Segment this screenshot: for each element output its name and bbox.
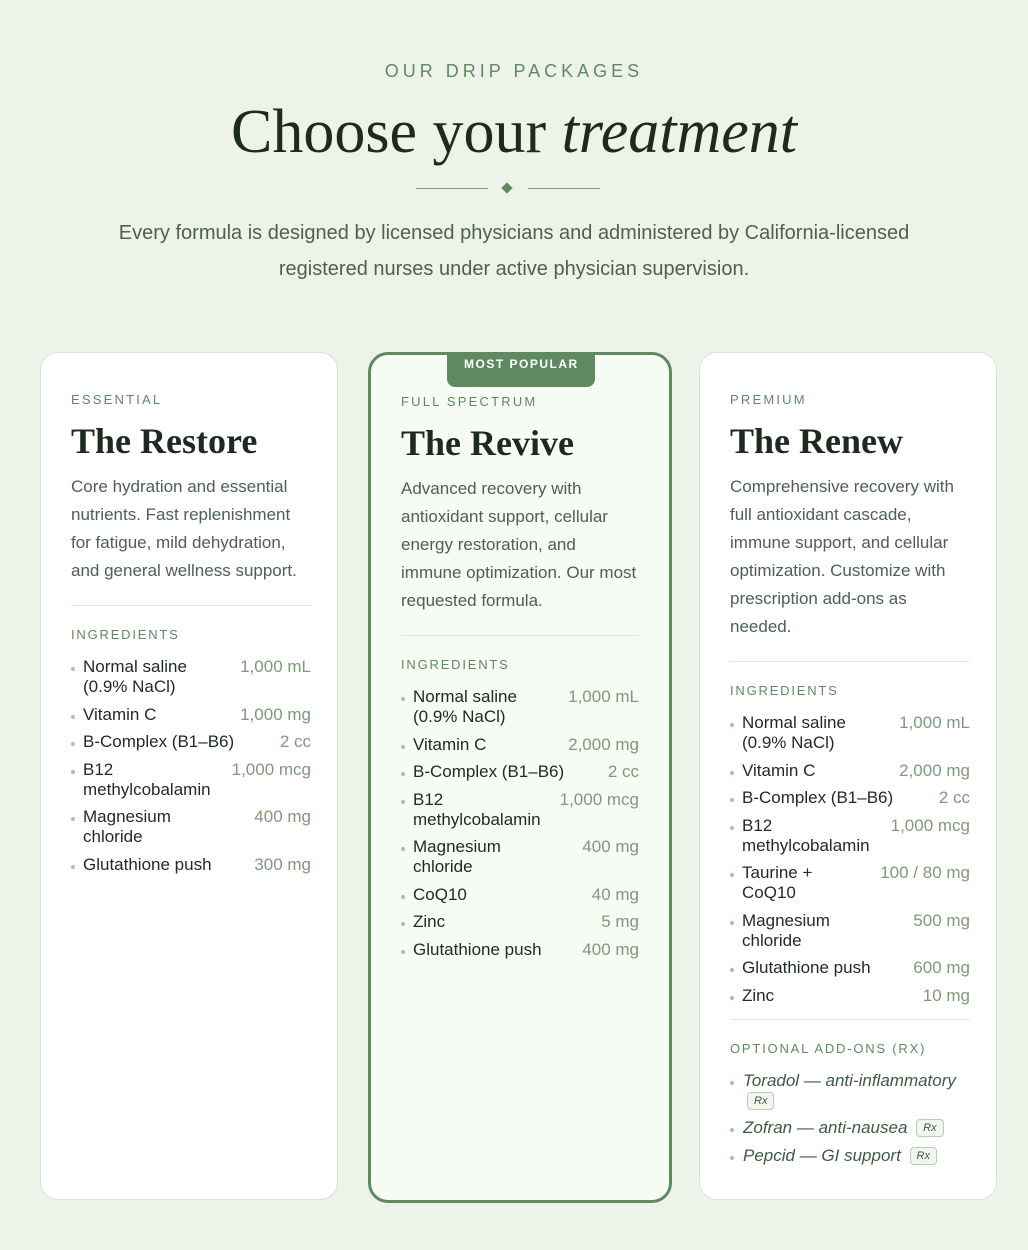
ingredients-list <box>71 657 311 875</box>
ingredient-name: Taurine + CoQ10 <box>742 863 813 902</box>
package-name: The Revive <box>401 423 574 463</box>
divider <box>730 1019 970 1020</box>
ingredient-name: Glutathione push <box>413 939 542 959</box>
ingredient-amount: 2,000 mg <box>568 734 639 754</box>
ingredient-name: Magnesium chloride <box>742 910 830 950</box>
divider-line-right <box>528 188 600 189</box>
ingredients-label: INGREDIENTS <box>730 683 839 698</box>
ingredient-item <box>401 837 639 877</box>
ingredient-item <box>71 705 311 725</box>
package-description: Advanced recovery with antioxidant support, cellular energy restoration, and immune optimization. Our most requested formula. <box>401 479 637 610</box>
ingredient-amount: 1,000 mcg <box>231 759 311 779</box>
ingredient-item <box>401 762 639 782</box>
package-card-revive[interactable] <box>368 352 672 1203</box>
ingredient-amount: 100 / 80 mg <box>880 863 970 882</box>
ingredient-name: Vitamin C <box>413 734 487 754</box>
ornament-divider <box>416 182 600 196</box>
ingredient-name: Normal saline (0.9% NaCl) <box>83 657 187 696</box>
ingredient-name: B12 methylcobalamin <box>83 759 211 799</box>
tier-label: PREMIUM <box>730 392 807 407</box>
ingredient-name: B-Complex (B1–B6) <box>413 762 565 781</box>
ingredient-amount: 300 mg <box>254 854 311 874</box>
divider <box>401 635 639 636</box>
ingredient-item <box>71 807 311 847</box>
most-popular-badge: MOST POPULAR <box>447 353 595 387</box>
ingredient-amount: 400 mg <box>582 939 639 959</box>
ingredient-amount: 1,000 mL <box>568 687 639 706</box>
tier-label: ESSENTIAL <box>71 392 163 407</box>
ingredient-name: Normal saline (0.9% NaCl) <box>413 687 517 726</box>
ingredient-name: B12 methylcobalamin <box>742 815 870 855</box>
addon-name: Zofran — anti-nausea <box>743 1118 908 1137</box>
ingredient-amount: 400 mg <box>582 837 639 856</box>
ingredient-item <box>730 713 970 753</box>
ingredient-amount: 5 mg <box>601 912 639 931</box>
ingredient-item <box>730 788 970 808</box>
ingredient-amount: 1,000 mg <box>240 704 311 724</box>
ingredient-item <box>401 735 639 755</box>
addon-item <box>730 1071 970 1111</box>
ingredient-name: Zinc <box>742 985 775 1005</box>
rx-tag: Rx <box>747 1092 774 1110</box>
ingredient-amount: 2 cc <box>279 732 311 751</box>
ingredients-label: INGREDIENTS <box>71 627 180 642</box>
ingredient-item <box>71 760 311 800</box>
ingredient-amount: 2 cc <box>938 788 970 807</box>
ingredient-item <box>401 687 639 727</box>
package-card-restore[interactable] <box>40 352 338 1200</box>
divider-line-left <box>416 188 488 189</box>
ingredient-amount: 600 mg <box>913 958 970 977</box>
ingredient-item <box>71 855 311 875</box>
intro-text: Every formula is designed by licensed physicians and administered by California-licensed registered nurses under active physician supervision. <box>118 222 910 280</box>
diamond-icon <box>501 182 512 193</box>
ingredient-item <box>730 816 970 856</box>
ingredient-name: Magnesium chloride <box>413 837 501 876</box>
ingredient-name: Glutathione push <box>83 854 212 874</box>
ingredient-amount: 1,000 mcg <box>559 789 639 809</box>
title-plain: Choose your <box>231 98 562 166</box>
ingredient-name: B12 methylcobalamin <box>413 789 541 829</box>
ingredient-item <box>730 958 970 978</box>
ingredient-item <box>401 912 639 932</box>
ingredient-item <box>730 863 970 903</box>
ingredient-item <box>730 986 970 1006</box>
ingredient-amount: 2 cc <box>607 762 639 781</box>
ingredient-name: Magnesium chloride <box>83 807 171 846</box>
ingredient-amount: 2,000 mg <box>899 760 970 780</box>
ingredients-label: INGREDIENTS <box>401 657 510 672</box>
ingredients-list <box>401 687 639 960</box>
ingredients-list <box>730 713 970 1006</box>
ingredient-item <box>401 940 639 960</box>
ingredient-name: Glutathione push <box>742 958 871 977</box>
addon-name: Pepcid — GI support <box>743 1145 901 1165</box>
rx-tag: Rx <box>910 1147 937 1165</box>
ingredient-amount: 10 mg <box>922 985 970 1005</box>
ingredient-name: B-Complex (B1–B6) <box>742 788 894 807</box>
tier-label: FULL SPECTRUM <box>401 394 538 409</box>
divider <box>730 661 970 662</box>
addon-item <box>730 1118 970 1138</box>
addon-item <box>730 1146 970 1166</box>
ingredient-amount: 1,000 mL <box>240 657 311 676</box>
package-description: Comprehensive recovery with full antioxidant cascade, immune support, and cellular optimization. Customize with prescription add-ons as needed. <box>730 477 954 636</box>
ingredient-amount: 500 mg <box>913 910 970 930</box>
page-title <box>0 94 1028 170</box>
ingredient-name: Zinc <box>413 912 446 931</box>
ingredient-name: B-Complex (B1–B6) <box>83 732 235 751</box>
ingredient-amount: 400 mg <box>254 807 311 826</box>
package-description: Core hydration and essential nutrients. Fast replenishment for fatigue, mild dehydration, and general wellness support. <box>71 477 297 580</box>
card-content <box>730 391 970 1173</box>
ingredient-item <box>401 885 639 905</box>
card-content <box>71 391 311 882</box>
ingredient-amount: 1,000 mcg <box>890 815 970 835</box>
package-name: The Renew <box>730 421 903 461</box>
ingredient-name: CoQ10 <box>413 884 467 904</box>
section-eyebrow: OUR DRIP PACKAGES <box>384 61 644 81</box>
addons-label: OPTIONAL ADD-ONS (RX) <box>730 1040 927 1056</box>
rx-tag: Rx <box>916 1119 943 1137</box>
ingredient-name: Vitamin C <box>742 760 816 780</box>
ingredient-item <box>71 657 311 697</box>
divider <box>71 605 311 606</box>
ingredient-name: Normal saline (0.9% NaCl) <box>742 713 846 752</box>
ingredient-amount: 40 mg <box>591 884 639 904</box>
ingredient-item <box>71 732 311 752</box>
card-content <box>401 393 639 967</box>
package-card-renew[interactable] <box>699 352 997 1200</box>
addon-name: Toradol — anti-inflammatory <box>743 1070 956 1090</box>
title-italic: treatment <box>561 98 797 166</box>
ingredient-item <box>730 911 970 951</box>
package-name: The Restore <box>71 421 258 461</box>
ingredient-amount: 1,000 mL <box>899 713 970 732</box>
ingredient-item <box>730 761 970 781</box>
ingredient-item <box>401 790 639 830</box>
ingredient-name: Vitamin C <box>83 704 157 724</box>
addons-list <box>730 1071 970 1166</box>
